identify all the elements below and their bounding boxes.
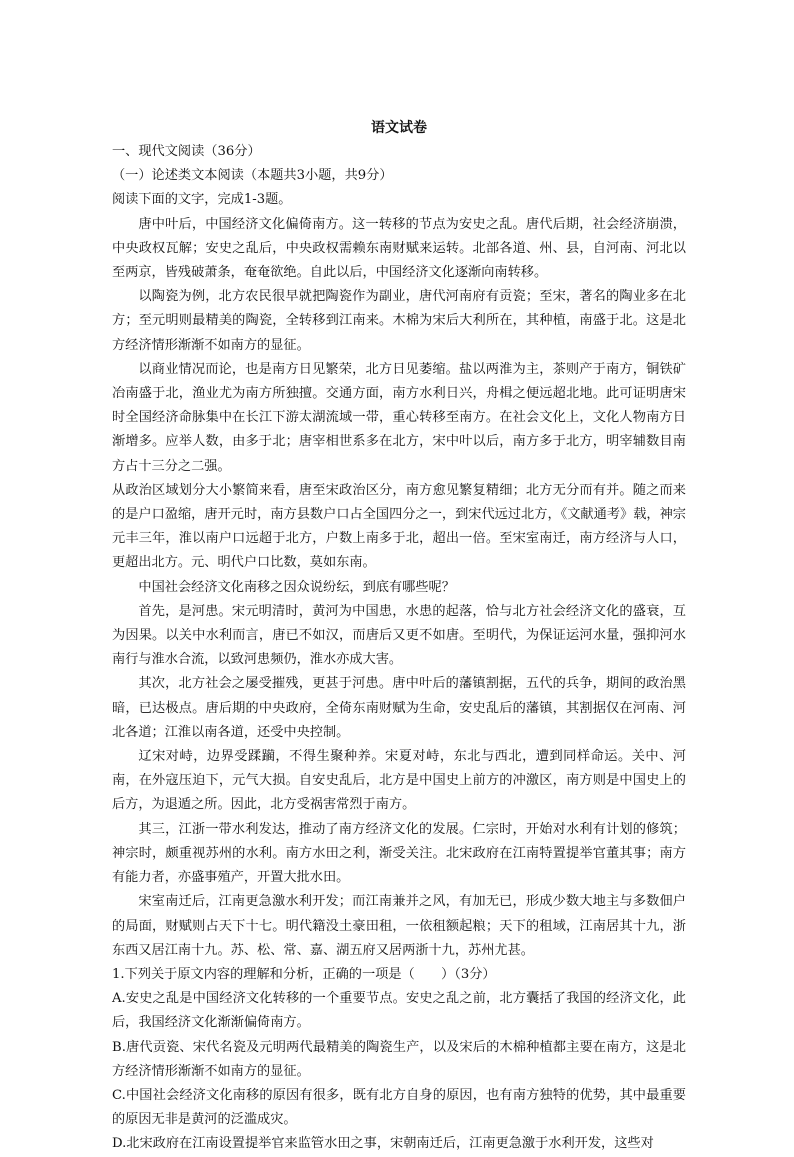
paragraph-4: 从政治区域划分大小繁简来看，唐至宋政治区分，南方愈见繁复精细；北方无分而有并。随之而来的是户口盈缩，唐开元时，南方县数户口占全国四分之一，到宋代远过北方，《文献通考》载，神宗元丰三年，淮以南户口远超于北方，户数上南多于北，超出一倍。至宋室南迁，南方经济与人口，更超出北方。元、明代户口比数，莫如东南。 <box>112 482 686 571</box>
option-a: A.安史之乱是中国经济文化转移的一个重要节点。安史之乱之前，北方囊括了我国的经济文化，此后，我国经济文化渐渐偏倚南方。 <box>112 991 686 1031</box>
paragraph-9: 其三，江浙一带水利发达，推动了南方经济文化的发展。仁宗时，开始对水利有计划的修筑；神宗时，颇重视苏州的水利。南方水田之利，渐受关注。北宋政府在江南特置提举官董其事；南方有能力者，亦盛事殖产，开置大批水田。 <box>112 821 686 886</box>
paragraph-10: 宋室南迁后，江南更急激水利开发；而江南兼并之风，有加无已，形成少数大地主与多数佃户的局面，财赋则占天下十七。明代籍没土豪田租，一依租额起粮；天下的租域，江南居其十九，浙东西又居江南十九。苏、松、常、嘉、湖五府又居两浙十九，苏州尤甚。 <box>112 894 686 958</box>
instruction-text: 阅读下面的文字，完成1-3题。 <box>112 192 292 208</box>
paragraph-8: 辽宋对峙，边界受蹂躏，不得生聚种养。宋夏对峙，东北与西北，遭到同样命运。关中、河南，在外寇压迫下，元气大损。自安史乱后，北方是中国史上前方的冲激区，南方则是中国史上的后方，为退遁之所。因此，北方受祸害常烈于南方。 <box>112 749 686 813</box>
exam-page <box>112 112 686 1157</box>
option-c: C.中国社会经济文化南移的原因有很多，既有北方自身的原因，也有南方独特的优势，其中最重要的原因无非是黄河的泛滥成灾。 <box>112 1087 686 1128</box>
paragraph-1: 唐中叶后，中国经济文化偏倚南方。这一转移的节点为安史之乱。唐代后期，社会经济崩溃，中央政权瓦解；安史之乱后，中央政权需赖东南财赋来运转。北部各道、州、县，自河南、河北以至两京，皆残破萧条，奄奄欲绝。自此以后，中国经济文化逐渐向南转移。 <box>112 216 686 281</box>
paragraph-7: 其次，北方社会之屡受摧残，更甚于河患。唐中叶后的藩镇割据，五代的兵争，期间的政治黑暗，已达极点。唐后期的中央政府，全倚东南财赋为生命，安史乱后的藩镇，其割据仅在河南、河北各道；江淮以南各道，还受中央控制。 <box>112 676 686 740</box>
section-heading: 一、现代文阅读（36分） <box>112 144 261 159</box>
subsection-heading: （一）论述类文本阅读（本题共3小题，共9分） <box>112 168 393 184</box>
option-d: D.北宋政府在江南设置提举官来监管水田之事，宋朝南迁后，江南更急激于水利开发，这些对 <box>112 1136 654 1152</box>
paragraph-3: 以商业情况而论，也是南方日见繁荣，北方日见萎缩。盐以两淮为主，茶则产于南方，铜铁矿冶南盛于北，渔业尤为南方所独擅。交通方面，南方水利日兴，舟楫之便远超北地。此可证明唐宋时全国经济命脉集中在长江下游太湖流域一带，重心转移至南方。在社会文化上，文化人物南方日渐增多。应举人数，由多于北；唐宰相世系多在北方，宋中叶以后，南方多于北方，明宰辅数目南方占十三分之二强。 <box>112 361 686 474</box>
paragraph-5: 中国社会经济文化南移之因众说纷纭，到底有哪些呢？ <box>138 579 455 595</box>
option-b: B.唐代贡瓷、宋代名瓷及元明两代最精美的陶瓷生产，以及宋后的木棉种植都主要在南方，这是北方经济情形渐渐不如南方的显征。 <box>112 1039 686 1079</box>
question-stem: 1.下列关于原文内容的理解和分析，正确的一项是（ ）（3分） <box>112 966 496 982</box>
paragraph-2: 以陶瓷为例，北方农民很早就把陶瓷作为副业，唐代河南府有贡瓷；至宋，著名的陶业多在北方；至元明则最精美的陶瓷，全转移到江南来。木棉为宋后大利所在，其种植，南盛于北。这是北方经济情形渐渐不如南方的显征。 <box>112 289 686 353</box>
page-title: 语文试卷 <box>371 120 427 136</box>
paragraph-6: 首先，是河患。宋元明清时，黄河为中国患，水患的起落，恰与北方社会经济文化的盛衰，互为因果。以关中水利而言，唐已不如汉，而唐后又更不如唐。至明代，为保证运河水量，强抑河水南行与淮水合流，以致河患频仍，淮水亦成大害。 <box>112 603 686 668</box>
